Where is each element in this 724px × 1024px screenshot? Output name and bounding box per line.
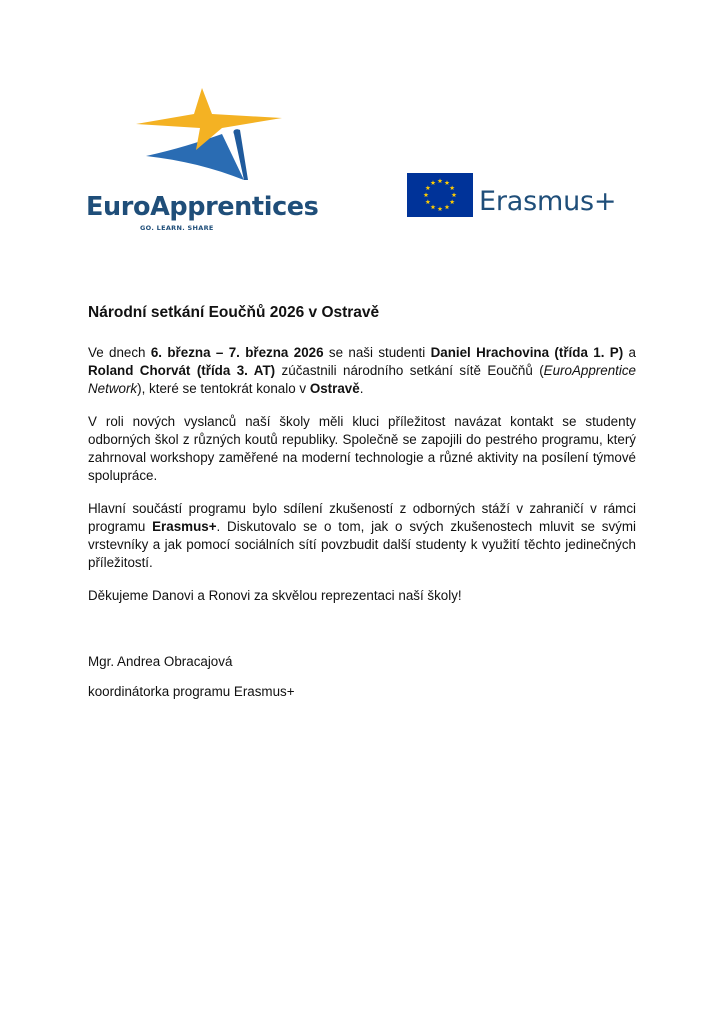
p3-text-1: Hlavní součástí programu bylo sdílení zkušeností z odborných stáží v zahraničí v rámci programu [88,501,636,534]
paragraph-ambassadors: V roli nových vyslanců naší školy měli kluci příležitost navázat kontakt se studenty odborných škol z různých koutů republiky. Společně se zapojili do pestrého programu, který zahrnoval workshopy zaměřené na moderní technologie a různé aktivity na posílení týmové spolupráce. [88,414,636,483]
p1-text-2: se naši studenti [323,345,431,360]
euroapprentices-logo [84,84,319,242]
p1-text-6: . [359,381,364,396]
euroapprentices-tagline: GO. LEARN. SHARE [140,224,214,232]
paragraph-program [88,500,636,572]
event-city: Ostravě [309,381,360,396]
paragraph-event [88,344,636,398]
p1-text-5: ), které se tentokrát konalo v [137,381,310,396]
article [88,303,636,716]
erasmus-program-name: Erasmus+ [152,519,217,534]
p1-text-1: Ve dnech [88,345,151,360]
p3-text-2: . Diskutovalo se o tom, jak o svých zkušenostech mluvit se svými vrstevníky a jak pomocí sociálních sítí povzbudit další studenty k využití těchto jedinečných příležitostí. [88,519,636,570]
euroapprentices-wordmark: EuroApprentices [86,192,319,222]
network-name: EuroApprentice Network [88,363,636,396]
signature-role: koordinátorka programu Erasmus+ [88,684,295,699]
event-dates: 6. března – 7. března 2026 [150,345,324,360]
erasmus-logo [407,173,637,219]
erasmus-wordmark: Erasmus+ [479,186,617,217]
signature-name: Mgr. Andrea Obracajová [88,654,233,669]
p1-text-4: zúčastnili národního setkání sítě Eoučňů ( [275,363,544,378]
article-title: Národní setkání Eoučňů 2026 v Ostravě [88,304,380,321]
student-roland: Roland Chorvát (třída 3. AT) [88,363,276,378]
student-daniel: Daniel Hrachovina (třída 1. P) [430,345,624,360]
eu-flag-icon [407,173,473,217]
p1-text-3: a [623,345,636,360]
euroapprentices-emblem [84,84,314,194]
paragraph-thanks: Děkujeme Danovi a Ronovi za skvělou reprezentaci naší školy! [88,588,462,603]
